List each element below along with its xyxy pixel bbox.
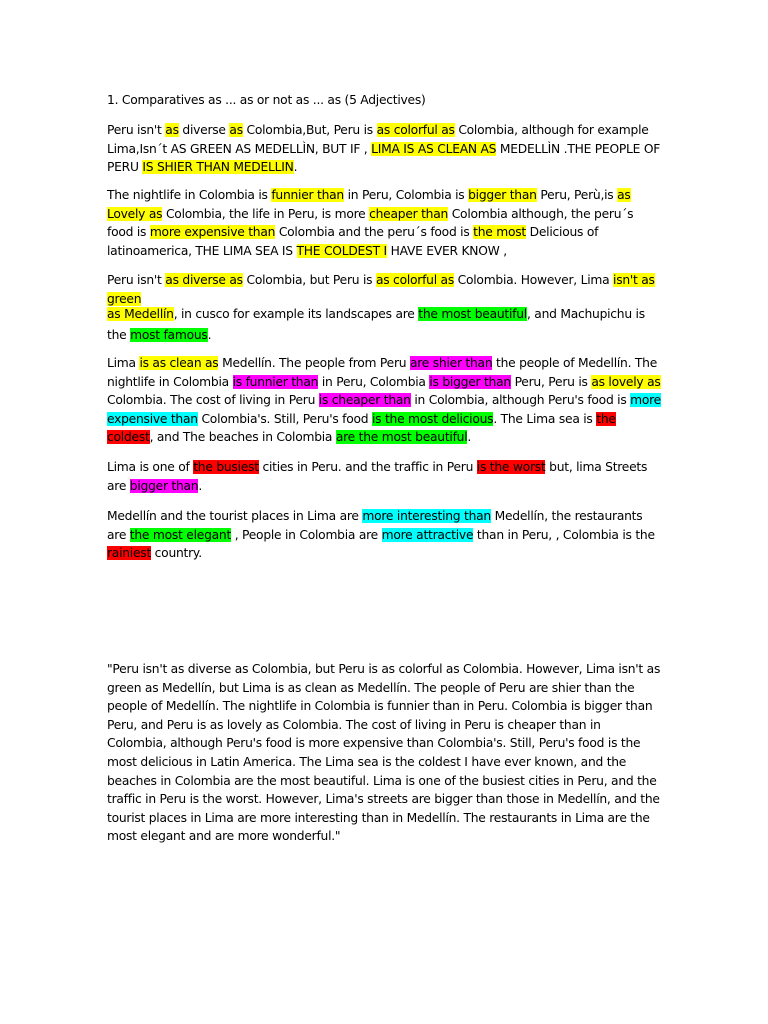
highlighted-phrase: most famous [130,328,208,342]
paragraph-5 [107,354,663,447]
text-run: Colombia,But, Peru is [242,123,377,137]
text-run: but, lima Streets are [107,460,648,493]
text-run: Medellín and the tourist places in Lima are [107,509,363,523]
highlighted-phrase: is cheaper than [318,393,411,408]
text-run: country. [151,546,202,561]
text-run: MEDELLÌN .THE PEOPLE OF PERU [107,141,661,175]
highlighted-phrase: IS SHIER THAN MEDELLIN [142,160,294,175]
highlighted-phrase: as diverse as [165,273,243,287]
highlighted-phrase: as colorful as [376,123,455,137]
highlighted-phrase: as Medellín [107,307,174,321]
text-run: . [207,328,212,342]
highlighted-phrase: as Lovely as [107,188,631,221]
text-run: , in cusco for example its landscapes are [173,307,419,321]
text-run: Medellín, the restaurants are [107,509,643,542]
highlighted-phrase: is the most delicious [371,411,494,426]
text-run: Colombia and the peru´s food is [275,225,474,240]
highlighted-phrase: funnier than [271,188,344,202]
highlighted-phrase: the busiest [193,460,259,474]
text-run: Colombia, the life in Peru, is more [162,206,370,221]
text-run: Peru, Peru is [510,374,592,389]
highlighted-phrase: as lovely as [591,374,661,389]
highlighted-phrase: isn't as green [107,273,655,306]
text-run: Colombia although, the peru´s food is [107,206,634,240]
highlighted-phrase: is as clean as [139,356,219,370]
text-run: in Peru, Colombia [318,374,430,389]
text-run: , and The beaches in Colombia [149,430,336,445]
section-heading: 1. Comparatives as ... as or not as ... as (5 Adjectives) [107,93,426,107]
text-run: Colombia's. Still, Peru's food [197,411,372,426]
paragraph-6 [107,458,663,495]
text-run: Colombia, although for example Lima,Isn´t AS GREEN AS MEDELLÌN, BUT IF , [107,123,649,156]
highlighted-phrase: the coldest [107,411,616,445]
text-run: Colombia. However, Lima [453,273,614,287]
text-run: Colombia. The cost of living in Peru [107,393,319,408]
highlighted-phrase: cheaper than [369,206,449,221]
text-run: the people of Medellín. The nightlife in Colombia [107,356,658,389]
text-run: Colombia, but Peru is [242,273,376,287]
text-run: Medellín. The people from Peru [218,356,410,370]
highlighted-phrase: THE COLDEST I [296,243,387,258]
paragraph-2 [107,186,663,260]
text-run: HAVE EVER KNOW , [386,243,507,258]
text-run: than in Peru, , Colombia is the [473,527,655,542]
text-run: . [198,478,203,493]
highlighted-phrase: bigger than [129,478,199,493]
text-run: . [467,430,472,445]
text-run: in Peru, Colombia is [343,188,469,202]
text-run: Peru isn't [107,123,166,137]
highlighted-phrase: more attractive [381,527,474,542]
highlighted-phrase: as [229,123,243,137]
text-run: Lima is one of [107,460,194,474]
highlighted-phrase: the most beautiful [418,307,527,321]
highlighted-phrase: is bigger than [429,374,511,389]
paragraph-1 [107,121,663,177]
paragraph-3 [107,271,663,308]
highlighted-phrase: rainiest [107,546,152,561]
highlighted-phrase: the most elegant [129,527,232,542]
text-run: diverse [178,123,230,137]
highlighted-phrase: more interesting than [362,509,491,523]
highlighted-phrase: as [165,123,179,137]
text-run: . The Lima sea is [493,411,597,426]
highlighted-phrase: more expensive than [149,225,276,240]
text-run: , People in Colombia are [231,527,382,542]
text-run: Lima [107,356,140,370]
highlighted-phrase: LIMA IS AS CLEAN AS [371,141,497,156]
paragraph-7 [107,507,663,563]
highlighted-phrase: is the worst [476,460,546,474]
highlighted-phrase: the most [473,225,526,240]
text-run: cities in Peru. and the traffic in Peru [258,460,477,474]
paragraph-4 [107,304,663,346]
text-run: , and Machupichu is the [107,307,645,342]
highlighted-phrase: more expensive than [107,393,661,426]
text-run: . [293,160,298,175]
text-run: Peru isn't [107,273,166,287]
highlighted-phrase: are the most beautiful [335,430,468,445]
text-run: Delicious of latinoamerica, THE LIMA SEA IS [107,225,599,258]
text-run: Peru, Perù,is [536,188,618,202]
text-run: The nightlife in Colombia is [107,188,272,202]
paragraph-8-summary [107,660,663,846]
highlighted-phrase: is funnier than [232,374,319,389]
highlighted-phrase: are shier than [409,356,493,370]
highlighted-phrase: bigger than [468,188,537,202]
text-run: "Peru isn't as diverse as Colombia, but Peru is as colorful as Colombia. However, Lima isn't as green as Medellín, but Lima is as clean as Medellín. The people of Peru are shier than the people of Medellín. The nightlife in Colombia is funnier than in Peru. Colombia is bigger than Peru, and Peru is as lovely as Colombia. The cost of living in Peru is cheaper than in Colombia, although Peru's food is more expensive than Colombia's. Still, Peru's food is the most delicious in Latin America. The Lima sea is the coldest I have ever known, and the beaches in Colombia are the most beautiful. Lima is one of the busiest cities in Peru, and the traffic in Peru is the worst. However, Lima's streets are bigger than those in Medellín, and the tourist places in Lima are more interesting than in Medellín. The restaurants in Lima are the most elegant and are more wonderful." [107,662,661,844]
text-run: in Colombia, although Peru's food is [410,393,631,408]
highlighted-phrase: as colorful as [375,273,454,287]
